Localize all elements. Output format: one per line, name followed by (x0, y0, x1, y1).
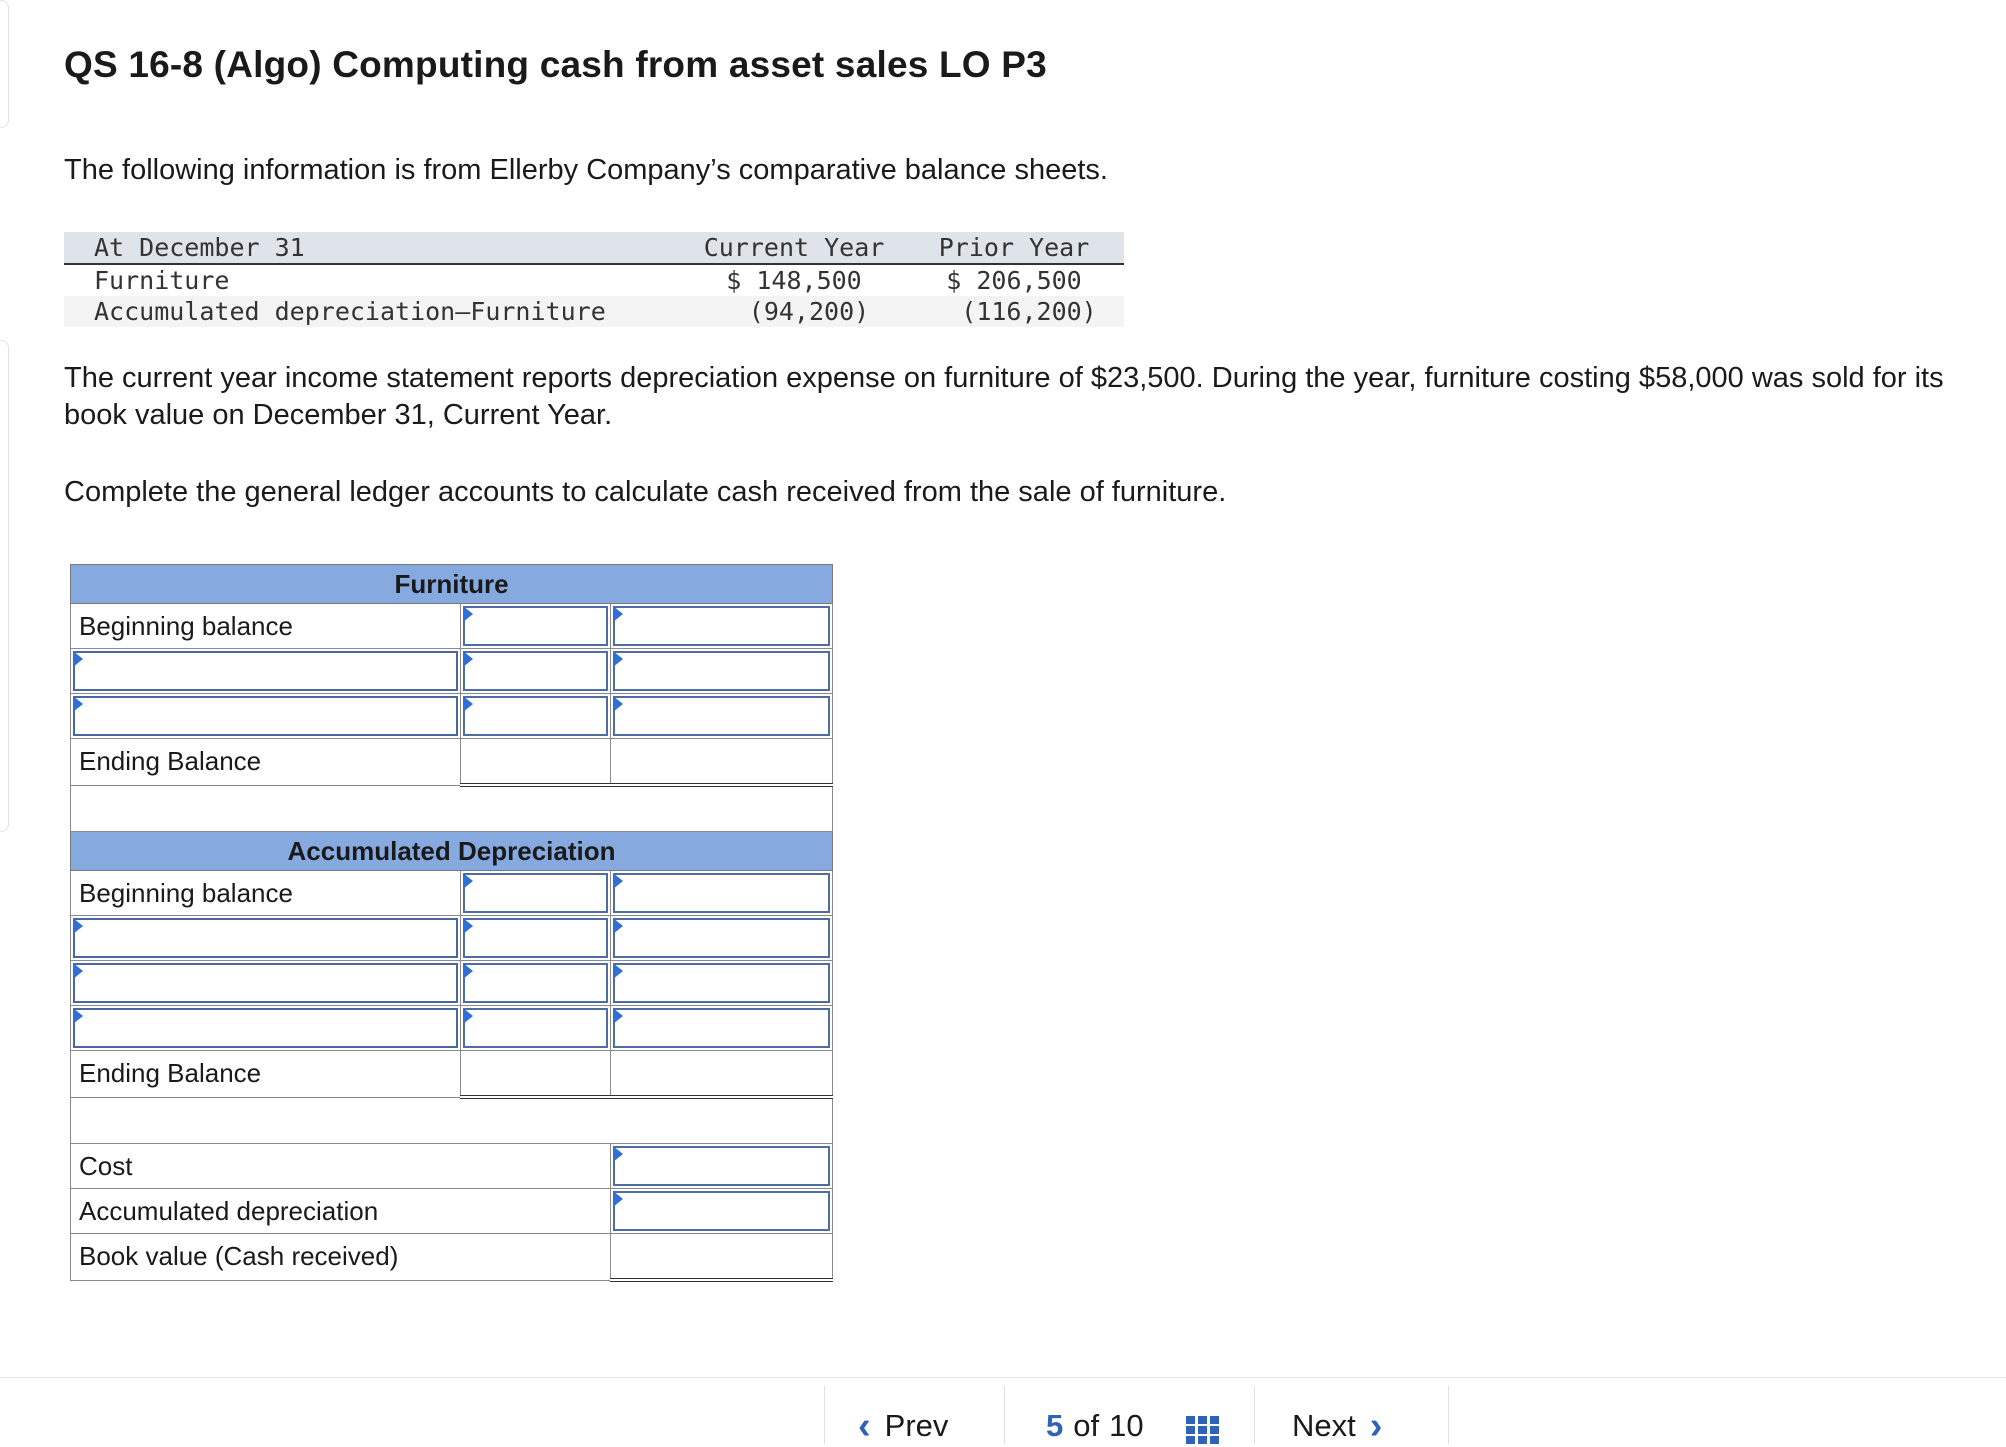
accum-dep-header (71, 832, 833, 871)
cost-label: Cost (71, 1144, 611, 1189)
accum-dep-summary-cell (611, 1189, 833, 1234)
furniture-beginning-debit-input[interactable] (463, 606, 608, 646)
spacer-row (71, 785, 833, 832)
instruction-text: Complete the general ledger accounts to calculate cash received from the sale of furniture. (64, 476, 1227, 508)
accum-entry2-account-cell (71, 961, 461, 1006)
furniture-title: Furniture (71, 565, 833, 604)
accum-entry3-account-cell (71, 1006, 461, 1051)
next-button[interactable] (1292, 1404, 1383, 1447)
furniture-beginning-credit-input[interactable] (613, 606, 830, 646)
input-marker-icon (73, 651, 83, 667)
spacer-row (71, 1097, 833, 1144)
furniture-entry1-account-input[interactable] (73, 651, 458, 691)
accum-dep-summary-label: Accumulated depreciation (71, 1189, 611, 1234)
furniture-entry1-credit-cell (611, 649, 833, 694)
row-prior: (116,200) (904, 296, 1124, 327)
description-text: The current year income statement reports depreciation expense on furniture of $23,500. During the year, furniture costing $58,000 was sold for its book value on December 31, Current Year. (64, 362, 1944, 431)
furniture-header (71, 565, 833, 604)
input-marker-icon (463, 873, 473, 889)
input-marker-icon (73, 963, 83, 979)
total-pages: 10 (1109, 1408, 1144, 1443)
balance-sheet-row (64, 264, 1124, 296)
furniture-ending-credit (611, 739, 833, 786)
furniture-ending-debit (461, 739, 611, 786)
ledger-row (71, 739, 833, 786)
cost-cell (611, 1144, 833, 1189)
input-marker-icon (613, 1191, 623, 1207)
row-label: Accumulated depreciation—Furniture (64, 296, 684, 327)
accum-beginning-debit-cell (461, 871, 611, 916)
cost-input[interactable] (613, 1146, 830, 1186)
ledger-row (71, 916, 833, 961)
accum-entry2-debit-cell (461, 961, 611, 1006)
header-prior: Prior Year (904, 232, 1124, 264)
accum-dep-title: Accumulated Depreciation (71, 832, 833, 871)
furniture-ending-label: Ending Balance (71, 739, 461, 786)
accum-entry1-account-cell (71, 916, 461, 961)
accum-entry3-debit-cell (461, 1006, 611, 1051)
row-current: (94,200) (684, 296, 904, 327)
input-marker-icon (463, 606, 473, 622)
ledger-row (71, 1051, 833, 1098)
accum-entry1-account-input[interactable] (73, 918, 458, 958)
grid-icon[interactable] (1186, 1416, 1220, 1444)
chevron-left-icon: ‹ (858, 1404, 871, 1447)
input-marker-icon (613, 651, 623, 667)
ledger-row (71, 649, 833, 694)
edge-panel (0, 340, 9, 832)
accum-ending-label: Ending Balance (71, 1051, 461, 1098)
prev-label: Prev (884, 1408, 949, 1443)
furniture-beginning-credit-cell (611, 604, 833, 649)
input-marker-icon (613, 873, 623, 889)
next-label: Next (1292, 1408, 1356, 1443)
nav-divider (824, 1386, 825, 1444)
page-indicator[interactable] (1046, 1408, 1144, 1444)
furniture-entry2-debit-cell (461, 694, 611, 739)
ledger-row (71, 871, 833, 916)
accum-ending-debit (461, 1051, 611, 1098)
accum-entry3-credit-input[interactable] (613, 1008, 830, 1048)
header-current: Current Year (684, 232, 904, 264)
edge-panel (0, 0, 9, 128)
ledger-row (71, 604, 833, 649)
accum-entry3-debit-input[interactable] (463, 1008, 608, 1048)
nav-divider (1004, 1386, 1005, 1444)
accum-beginning-debit-input[interactable] (463, 873, 608, 913)
input-marker-icon (463, 696, 473, 712)
balance-sheet-header (64, 232, 1124, 264)
row-prior: $ 206,500 (946, 266, 1082, 295)
nav-divider (1254, 1386, 1255, 1444)
input-marker-icon (613, 696, 623, 712)
accum-beginning-label: Beginning balance (71, 871, 461, 916)
spacer (71, 785, 833, 832)
accum-entry1-credit-cell (611, 916, 833, 961)
input-marker-icon (613, 1008, 623, 1024)
current-page: 5 (1046, 1408, 1064, 1443)
input-marker-icon (613, 963, 623, 979)
furniture-beginning-debit-cell (461, 604, 611, 649)
input-marker-icon (463, 651, 473, 667)
nav-divider (1448, 1386, 1449, 1444)
accum-entry1-debit-cell (461, 916, 611, 961)
row-label: Furniture (94, 266, 230, 295)
ledger-row (71, 961, 833, 1006)
input-marker-icon (613, 1146, 623, 1162)
summary-row (71, 1189, 833, 1234)
of-label: of (1073, 1408, 1100, 1443)
accum-entry2-credit-cell (611, 961, 833, 1006)
furniture-entry2-account-input[interactable] (73, 696, 458, 736)
summary-row (71, 1234, 833, 1281)
accum-entry1-debit-input[interactable] (463, 918, 608, 958)
balance-sheet-row (64, 296, 1124, 327)
accum-entry3-credit-cell (611, 1006, 833, 1051)
balance-sheet-table (64, 232, 1124, 327)
row-current: $ 148,500 (726, 266, 862, 295)
accum-beginning-credit-input[interactable] (613, 873, 830, 913)
furniture-beginning-label: Beginning balance (71, 604, 461, 649)
furniture-entry2-credit-input[interactable] (613, 696, 830, 736)
ledger-row (71, 1006, 833, 1051)
accum-entry3-account-input[interactable] (73, 1008, 458, 1048)
chevron-right-icon: › (1369, 1404, 1383, 1447)
input-marker-icon (463, 1008, 473, 1024)
input-marker-icon (613, 606, 623, 622)
intro-text: The following information is from Ellerby Company’s comparative balance sheets. (64, 154, 1108, 186)
accum-dep-summary-input[interactable] (613, 1191, 830, 1231)
accum-entry2-debit-input[interactable] (463, 963, 608, 1003)
furniture-entry1-debit-input[interactable] (463, 651, 608, 691)
accum-entry2-credit-input[interactable] (613, 963, 830, 1003)
accum-beginning-credit-cell (611, 871, 833, 916)
input-marker-icon (463, 918, 473, 934)
book-value-cell (611, 1234, 833, 1281)
furniture-entry2-account-cell (71, 694, 461, 739)
summary-row (71, 1144, 833, 1189)
input-marker-icon (463, 963, 473, 979)
accum-entry1-credit-input[interactable] (613, 918, 830, 958)
ledger-table (70, 564, 833, 1282)
ledger-row (71, 694, 833, 739)
book-value-label: Book value (Cash received) (71, 1234, 611, 1281)
input-marker-icon (73, 696, 83, 712)
footer-divider (0, 1377, 2006, 1378)
prev-button[interactable] (858, 1404, 949, 1447)
accum-entry2-account-input[interactable] (73, 963, 458, 1003)
furniture-entry2-credit-cell (611, 694, 833, 739)
input-marker-icon (613, 918, 623, 934)
accum-ending-credit (611, 1051, 833, 1098)
furniture-entry1-debit-cell (461, 649, 611, 694)
page-title: QS 16-8 (Algo) Computing cash from asset sales LO P3 (64, 44, 1047, 85)
input-marker-icon (73, 1008, 83, 1024)
furniture-entry2-debit-input[interactable] (463, 696, 608, 736)
input-marker-icon (73, 918, 83, 934)
furniture-entry1-account-cell (71, 649, 461, 694)
header-label: At December 31 (64, 232, 684, 264)
spacer (71, 1097, 833, 1144)
furniture-entry1-credit-input[interactable] (613, 651, 830, 691)
